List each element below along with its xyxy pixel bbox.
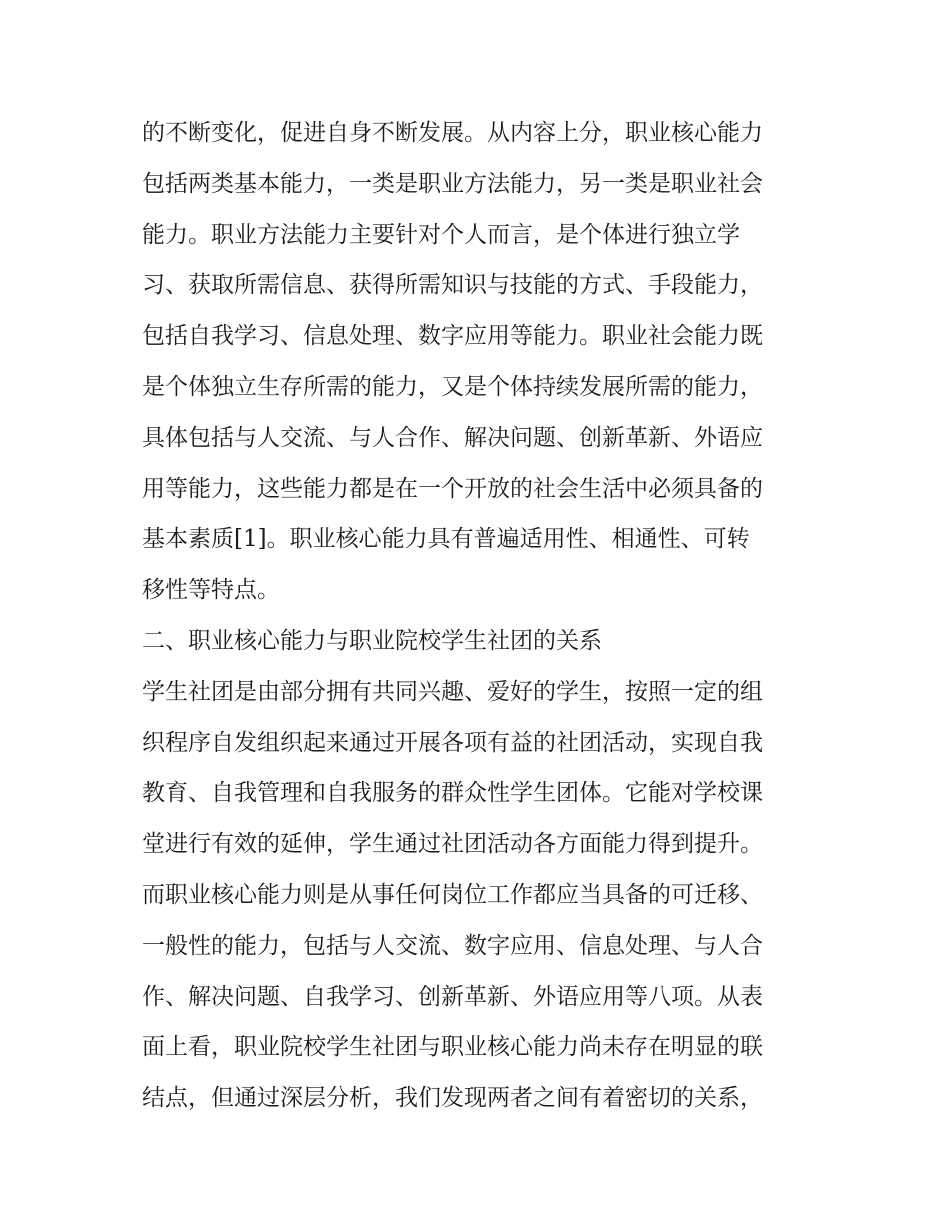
body-text <box>142 108 822 1124</box>
text-line: 基本素质[1]。职业核心能力具有普遍适用性、相通性、可转 <box>142 526 750 553</box>
text-line: 织程序自发组织起来通过开展各项有益的社团活动，实现自我 <box>142 729 763 756</box>
text-line: 移性等特点。 <box>142 577 280 604</box>
text-line: 的不断变化，促进自身不断发展。从内容上分，职业核心能力 <box>142 120 763 146</box>
text-line: 能力。职业方法能力主要针对个人而言，是个体进行独立学 <box>142 221 740 248</box>
text-line: 学生社团是由部分拥有共同兴趣、爱好的学生，按照一定的组 <box>142 678 763 705</box>
text-line: 具体包括与人交流、与人合作、解决问题、创新革新、外语应 <box>142 424 763 451</box>
text-line: 教育、自我管理和自我服务的群众性学生团体。它能对学校课 <box>142 780 763 807</box>
text-line: 用等能力，这些能力都是在一个开放的社会生活中必须具备的 <box>142 475 763 502</box>
text-line: 堂进行有效的延伸，学生通过社团活动各方面能力得到提升。 <box>142 831 763 858</box>
text-line: 习、获取所需信息、获得所需知识与技能的方式、手段能力， <box>142 272 763 299</box>
text-line: 结点，但通过深层分析，我们发现两者之间有着密切的关系， <box>142 1085 763 1112</box>
text-line: 包括两类基本能力，一类是职业方法能力，另一类是职业社会 <box>142 170 763 197</box>
text-line: 面上看，职业院校学生社团与职业核心能力尚未存在明显的联 <box>142 1034 763 1061</box>
text-line: 而职业核心能力则是从事任何岗位工作都应当具备的可迁移、 <box>142 881 763 908</box>
section-heading: 二、职业核心能力与职业院校学生社团的关系 <box>142 627 602 654</box>
text-line: 一般性的能力，包括与人交流、数字应用、信息处理、与人合 <box>142 932 763 959</box>
text-line: 是个体独立生存所需的能力，又是个体持续发展所需的能力， <box>142 373 763 400</box>
text-line: 作、解决问题、自我学习、创新革新、外语应用等八项。从表 <box>142 983 763 1010</box>
text-line: 包括自我学习、信息处理、数字应用等能力。职业社会能力既 <box>142 323 763 350</box>
